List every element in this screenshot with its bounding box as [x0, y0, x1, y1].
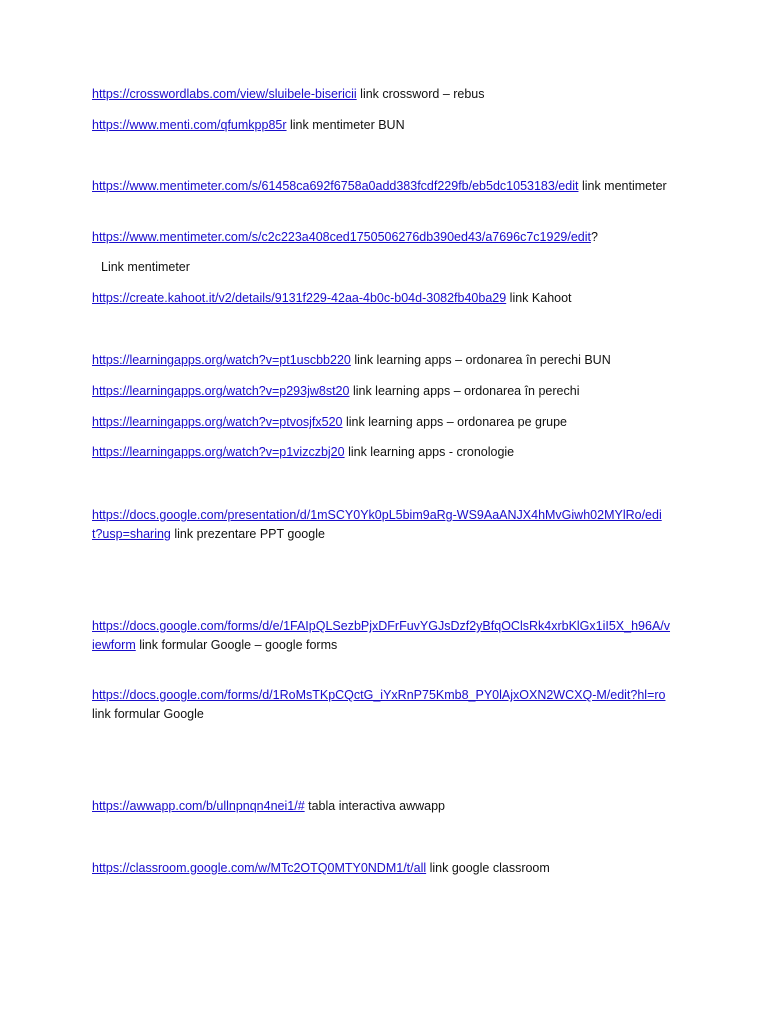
classroom-link[interactable]: https://classroom.google.com/w/MTc2OTQ0MTY0NDM1/t/all	[92, 861, 427, 875]
entry-forms-2	[92, 686, 670, 724]
entry-mentimeter-1	[92, 177, 670, 196]
mentimeter-desc-2: ?	[590, 230, 598, 244]
forms-desc-2: link formular Google	[92, 707, 204, 721]
classroom-desc: link google classroom	[426, 861, 550, 875]
entry-awwapp	[92, 797, 670, 816]
forms-desc-1: link formular Google – google forms	[135, 638, 338, 652]
learningapps-link-3[interactable]: https://learningapps.org/watch?v=ptvosjfx520	[92, 415, 343, 429]
entry-learningapps-2	[92, 382, 670, 401]
entry-learningapps-4	[92, 443, 670, 462]
kahoot-desc: link Kahoot	[506, 291, 572, 305]
learningapps-link-1[interactable]: https://learningapps.org/watch?v=pt1uscbb220	[92, 353, 351, 367]
entry-crossword	[92, 85, 670, 104]
entry-learningapps-3	[92, 413, 670, 432]
entry-learningapps-1	[92, 351, 670, 370]
menti-link[interactable]: https://www.menti.com/qfumkpp85r	[92, 118, 287, 132]
presentation-desc: link prezentare PPT google	[170, 527, 325, 541]
learningapps-desc-3: link learning apps – ordonarea pe grupe	[342, 415, 567, 429]
mentimeter-desc-1: link mentimeter	[578, 179, 667, 193]
mentimeter-label: Link mentimeter	[101, 260, 190, 274]
mentimeter-link-1[interactable]: https://www.mentimeter.com/s/61458ca692f6758a0add383fcdf229fb/eb5dc1053183/edit	[92, 179, 579, 193]
entry-mentimeter-2	[92, 228, 670, 247]
entry-presentation	[92, 506, 670, 544]
crossword-link[interactable]: https://crosswordlabs.com/view/sluibele-bisericii	[92, 87, 357, 101]
entry-forms-1	[92, 617, 670, 655]
crossword-desc: link crossword – rebus	[356, 87, 485, 101]
entry-mentimeter-label	[92, 258, 679, 277]
awwapp-desc: tabla interactiva awwapp	[304, 799, 445, 813]
awwapp-link[interactable]: https://awwapp.com/b/ullnpnqn4nei1/#	[92, 799, 305, 813]
learningapps-desc-2: link learning apps – ordonarea în perechi	[349, 384, 580, 398]
menti-desc: link mentimeter BUN	[286, 118, 405, 132]
forms-link-1[interactable]: https://docs.google.com/forms/d/e/1FAIpQLSezbPjxDFrFuvYGJsDzf2yBfqOClsRk4xrbKlGx1iI5X_h96A/viewform	[92, 619, 671, 652]
learningapps-link-2[interactable]: https://learningapps.org/watch?v=p293jw8st20	[92, 384, 350, 398]
presentation-link[interactable]: https://docs.google.com/presentation/d/1mSCY0Yk0pL5bim9aRg-WS9AaANJX4hMvGiwh02MYlRo/edit?usp=sharing	[92, 508, 662, 541]
learningapps-desc-1: link learning apps – ordonarea în perechi BUN	[350, 353, 611, 367]
kahoot-link[interactable]: https://create.kahoot.it/v2/details/9131f229-42aa-4b0c-b04d-3082fb40ba29	[92, 291, 507, 305]
learningapps-link-4[interactable]: https://learningapps.org/watch?v=p1vizczbj20	[92, 445, 345, 459]
mentimeter-link-2[interactable]: https://www.mentimeter.com/s/c2c223a408ced1750506276db390ed43/a7696c7c1929/edit	[92, 230, 591, 244]
entry-kahoot	[92, 289, 670, 308]
entry-classroom	[92, 859, 670, 878]
learningapps-desc-4: link learning apps - cronologie	[344, 445, 515, 459]
entry-menti	[92, 116, 670, 135]
forms-link-2[interactable]: https://docs.google.com/forms/d/1RoMsTKpCQctG_iYxRnP75Kmb8_PY0lAjxOXN2WCXQ-M/edit?hl=ro	[92, 688, 666, 702]
